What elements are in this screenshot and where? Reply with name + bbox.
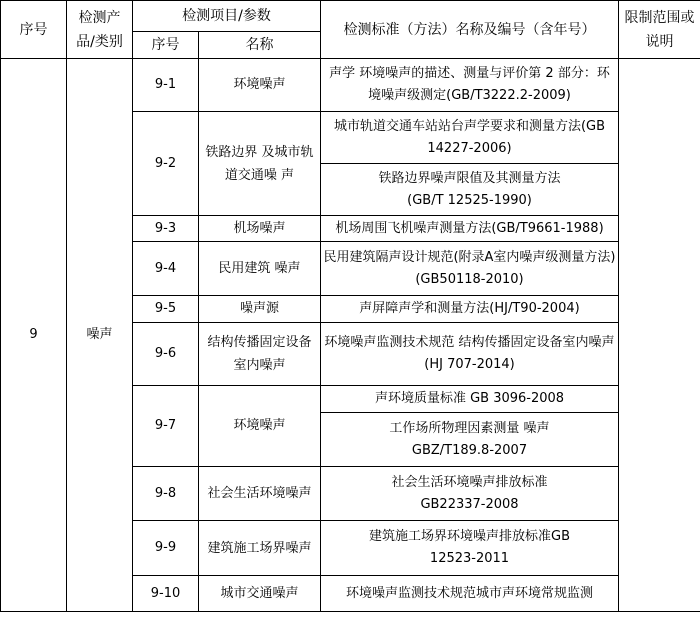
header-item-group: 检测项目/参数 [133,1,321,32]
row-standard: 城市轨道交通车站站台声学要求和测量方法(GB 14227-2006) [321,112,619,164]
header-item-seq: 序号 [133,32,199,59]
row-standard: 社会生活环境噪声排放标准GB22337-2008 [321,467,619,521]
header-product: 检测产品/类别 [67,1,133,59]
row-name: 城市交通噪声 [199,576,321,612]
row-name: 建筑施工场界噪声 [199,521,321,576]
row-standard: 声学 环境噪声的描述、测量与评价第 2 部分：环境噪声级测定(GB/T3222.2-2009) [321,59,619,112]
row-standard: 铁路边界噪声限值及其测量方法(GB/T 12525-1990) [321,164,619,216]
header-item-name: 名称 [199,32,321,59]
group-product: 噪声 [67,59,133,612]
row-name: 铁路边界 及城市轨 道交通噪 声 [199,112,321,216]
header-row-1 [1,1,700,32]
row-standard: 建筑施工场界环境噪声排放标准GB 12523-2011 [321,521,619,576]
row-standard: 工作场所物理因素测量 噪声GBZ/T189.8-2007 [321,413,619,467]
row-standard: 声屏障声学和测量方法(HJ/T90-2004) [321,296,619,323]
limit-cell [619,59,700,612]
header-standard: 检测标准（方法）名称及编号（含年号） [321,1,619,59]
row-standard: 声环境质量标准 GB 3096-2008 [321,386,619,413]
row-no: 9-8 [133,467,199,521]
header-seq: 序号 [1,1,67,59]
row-no: 9-2 [133,112,199,216]
row-no: 9-6 [133,323,199,386]
row-name: 机场噪声 [199,216,321,242]
row-standard: 环境噪声监测技术规范 结构传播固定设备室内噪声 (HJ 707-2014) [321,323,619,386]
row-standard: 环境噪声监测技术规范城市声环境常规监测 [321,576,619,612]
row-no: 9-3 [133,216,199,242]
row-name: 环境噪声 [199,59,321,112]
header-limit: 限制范围或说明 [619,1,700,59]
row-no: 9-9 [133,521,199,576]
row-name: 环境噪声 [199,386,321,467]
group-seq: 9 [1,59,67,612]
row-no: 9-5 [133,296,199,323]
row-standard: 民用建筑隔声设计规范(附录A室内噪声级测量方法)(GB50118-2010) [321,242,619,296]
row-no: 9-1 [133,59,199,112]
row-no: 9-7 [133,386,199,467]
row-no: 9-4 [133,242,199,296]
row-name: 社会生活环境噪声 [199,467,321,521]
row-name: 结构传播固定设备室内噪声 [199,323,321,386]
row-name: 民用建筑 噪声 [199,242,321,296]
row-standard: 机场周围飞机噪声测量方法(GB/T9661-1988) [321,216,619,242]
row-no: 9-10 [133,576,199,612]
row-name: 噪声源 [199,296,321,323]
table-row [1,59,700,112]
